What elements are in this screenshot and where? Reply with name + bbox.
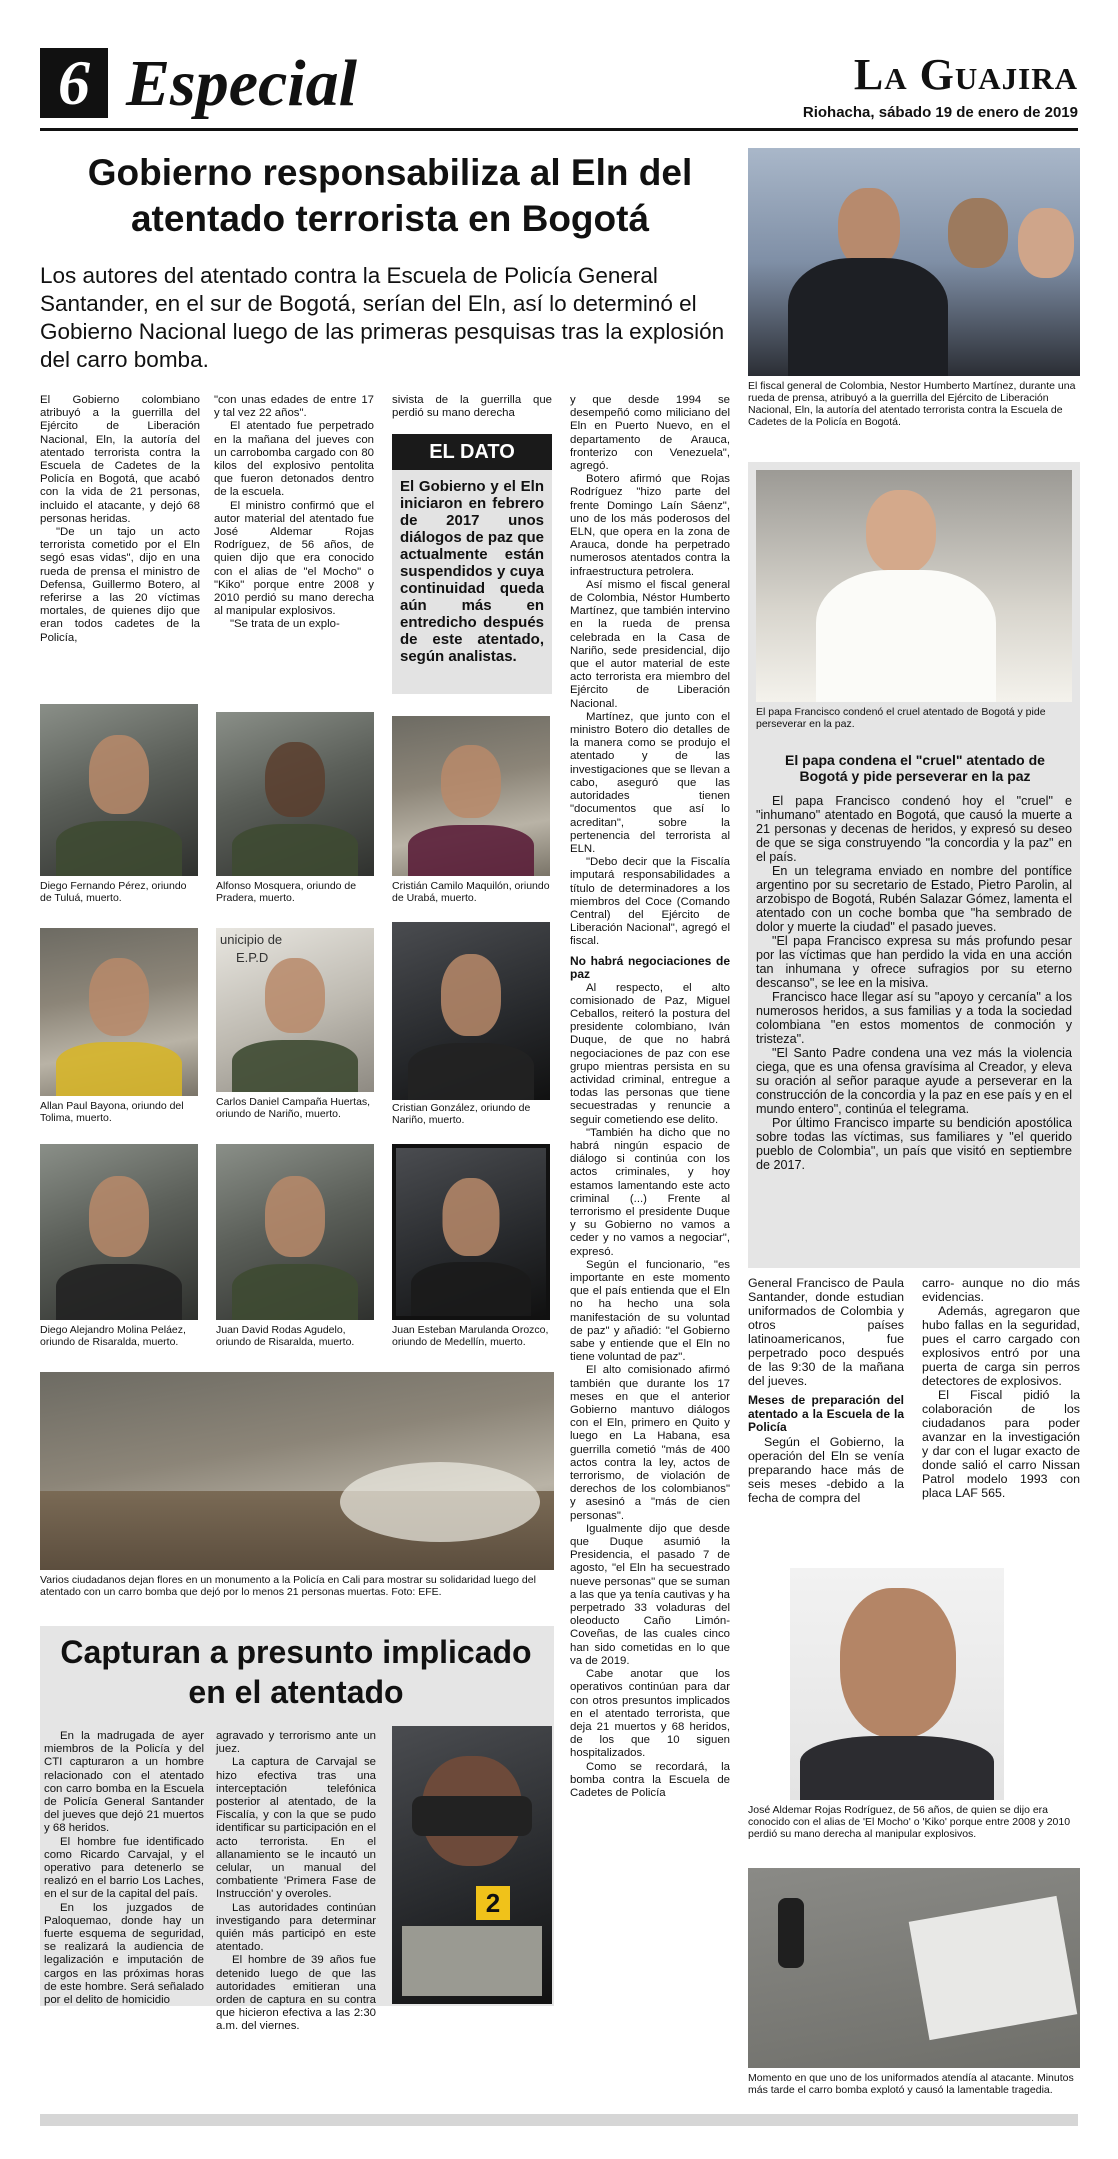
body-paragraph: Igualmente dijo que desde que Duque asumió la Presidencia, el pasado 7 de agosto, "el Eln ha secuestrado nueve personas" que se suman a las que ya tenía cautivas y ha perpetrado 33 voladuras del oleoducto Caño Limón-Coveñas, de las cuales cinco han sido cometidas en lo que va de 2019.: [570, 1522, 730, 1667]
body-paragraph: y que desde 1994 se desempeñó como miliciano del Eln en Puerto Nuevo, en el departamento de Arauca, fronterizo con Venezuela", agregó.: [570, 394, 730, 473]
body-paragraph: El atentado fue perpetrado en la mañana del jueves con un carrobomba cargado con 80 kilos del explosivo pentolita que fueron detonados dentro de la escuela.: [214, 420, 374, 499]
victim-photo: [392, 716, 550, 876]
body-paragraph: General Francisco de Paula Santander, donde estudian uniformados de Colombia y otros países latinoamericanos, fue perpetrado poco después de las 9:30 de la mañana del jueves.: [748, 1276, 904, 1388]
page-number: 6: [58, 47, 90, 118]
victim-photo: [40, 704, 198, 876]
body-paragraph: "El Santo Padre condena una vez más la violencia ciega, que es una ofensa gravísima al Creador, y eleva su oración al señor paraque ayude a perseverar en la construcción de la concordia y la paz en ese país y en el mundo entero", continúa el telegrama.: [756, 1046, 1072, 1116]
body-paragraph: La captura de Carvajal se hizo efectiva tras una interceptación telefónica posterior al atentado, de la Fiscalía, y con la que se pudo identificar su participación en el acto terrorista. En el allanamiento se le incautó un celular, un manual del combatiente 'Primera Fase de Instrucción' y overoles.: [216, 1756, 376, 1901]
body-paragraph: Cabe anotar que los operativos continúan para dar con otros presuntos implicados en el atentado terrorista, que deja 21 muertos y 68 heridos, de los que 10 siguen hospitalizados.: [570, 1668, 730, 1760]
victim-photo: [216, 928, 374, 1092]
body-paragraph: "También ha dicho que no habrá ningún espacio de diálogo si continúa con los actos criminales, y hoy estamos lamentando este acto criminal (...) Frente al terrorismo el presidente Duque y su Gobierno no vamos a ceder y no vamos a negociar", expresó.: [570, 1126, 730, 1258]
subhead-negociaciones: No habrá negociaciones de paz: [570, 953, 730, 982]
victim-caption: Carlos Daniel Campaña Huertas, oriundo de Nariño, muerto.: [216, 1096, 371, 1120]
momento-photo: [748, 1868, 1080, 2068]
momento-caption: Momento en que uno de los uniformados atendía al atacante. Minutos más tarde el carro bomba explotó y causó la lamentable tragedia.: [748, 2072, 1074, 2096]
captura-col-2: [216, 1730, 376, 2034]
body-paragraph: carro- aunque no dio más evidencias.: [922, 1276, 1080, 1304]
rojas-photo: [790, 1568, 1004, 1800]
body-paragraph: "Debo decir que la Fiscalía imputará responsabilidades a título de determinadores a los miembros del Coce (Comando Central) del Ejército de Liberación Nacional", agregó el fiscal.: [570, 856, 730, 948]
body-paragraph: "El papa Francisco expresa su más profundo pesar por las víctimas que han perdido la vida en una acción tan inhumana y ofrece sufragios por su eterno descanso", se lee en la misiva.: [756, 934, 1072, 990]
victim-photo: [40, 928, 198, 1096]
main-col-1: [40, 394, 200, 645]
main-col-4: [570, 394, 730, 1800]
crowd-photo: [40, 1372, 554, 1570]
body-paragraph: Por último Francisco imparte su bendición apostólica sobre todas las víctimas, sus familiares y "el querido pueblo de Colombia", un país que visitó en septiembre de 2017.: [756, 1116, 1072, 1172]
paper-name: La Guajira: [853, 50, 1078, 99]
el-dato-box: [392, 434, 552, 694]
rojas-caption: José Aldemar Rojas Rodríguez, de 56 años, de quien se dijo era conocido con el alias de 'El Mocho' o 'Kiko' porque entre 2008 y 2010 perdió su mano derecha al manipular explosivos.: [748, 1804, 1071, 1840]
body-paragraph: Francisco hace llegar así su "apoyo y cercanía" a los numerosos heridos, a sus familias y a toda la sociedad colombiana "en estos momentos de conmoción y tristeza".: [756, 990, 1072, 1046]
evidence-marker: 2: [476, 1886, 510, 1920]
captura-headline: Capturan a presunto implicado en el atentado: [60, 1634, 532, 1710]
victim-caption: Allan Paul Bayona, oriundo del Tolima, muerto.: [40, 1100, 184, 1124]
body-paragraph: El ministro confirmó que el autor material del atentado fue José Aldemar Rojas Rodríguez, de 56 años, de quien dijo que era conocido con el alias de "el Mocho" o "Kiko" porque entre 2008 y 2010 perdió su mano derecha al manipular explosivos.: [214, 499, 374, 618]
subhead-meses: Meses de preparación del atentado a la Escuela de la Policía: [748, 1393, 904, 1434]
captura-photo: [392, 1726, 552, 2004]
body-paragraph: Según el Gobierno, la operación del Eln se venía preparando hace más de seis meses -debido a la fecha de compra del: [748, 1434, 904, 1505]
victim-photo: [392, 922, 550, 1100]
victim-caption: Juan Esteban Marulanda Orozco, oriundo de Medellín, muerto.: [392, 1324, 549, 1348]
section-title: Especial: [126, 47, 357, 120]
body-paragraph: El alto comisionado afirmó también que durante los 17 meses en que el anterior Gobierno mantuvo diálogos con el Eln, primero en Quito y luego en La Habana, esa guerrilla cometió "más de 400 actos contra la ley, actos de terrorismo, de violación de derechos de los colombianos" y asesinó a "más de cien personas".: [570, 1364, 730, 1522]
el-dato-title: EL DATO: [392, 434, 552, 470]
sign-text: E.P.D: [236, 950, 269, 965]
papa-headline: El papa condena el "cruel" atentado de Bogotá y pide perseverar en la paz: [785, 752, 1045, 784]
body-paragraph: "Se trata de un explo-: [230, 618, 340, 631]
body-paragraph: Martínez, que junto con el ministro Botero dio detalles de la manera como se produjo el atentado y de las investigaciones que se llevan a cabo, aseguró que las autoridades tienen "documentos que así lo acreditan", sobre la pertenencia del terrorista al ELN.: [570, 710, 730, 855]
victim-photo: [216, 1144, 374, 1320]
sign-text: unicipio de: [220, 932, 283, 947]
victim-caption: Cristian González, oriundo de Nariño, muerto.: [392, 1102, 531, 1126]
body-paragraph: El Fiscal pidió la colaboración de los ciudadanos para poder avanzar en la investigación y dar con el lugar exacto de donde salió el carro Nissan Patrol modelo 1993 con placa LAF 565.: [922, 1388, 1080, 1500]
body-paragraph: sivista de la guerrilla que perdió su mano derecha: [392, 394, 552, 420]
main-col-3-top: [392, 394, 552, 420]
body-paragraph: agravado y terrorismo ante un juez.: [216, 1730, 376, 1756]
victim-caption: Diego Alejandro Molina Peláez, oriundo de Risaralda, muerto.: [40, 1324, 186, 1348]
papa-body: [756, 794, 1072, 1172]
page-number-box: [40, 48, 108, 118]
victim-caption: Diego Fernando Pérez, oriundo de Tuluá, muerto.: [40, 880, 187, 904]
victim-caption: Juan David Rodas Agudelo, oriundo de Risaralda, muerto.: [216, 1324, 355, 1348]
body-paragraph: El hombre de 39 años fue detenido luego de que las autoridades emitieran una orden de captura en su contra que hicieron efectiva a las 2:30 a.m. del viernes.: [216, 1954, 376, 2033]
body-paragraph: Además, agregaron que hubo fallas en la seguridad, pues el carro cargado con explosivos entró por una puerta de carga sin perros detectores de explosivos.: [922, 1304, 1080, 1388]
victim-caption: Alfonso Mosquera, oriundo de Pradera, muerto.: [216, 880, 357, 904]
crowd-caption: Varios ciudadanos dejan flores en un monumento a la Policía en Cali para mostrar su solidaridad luego del atentado con un carro bomba que dejó por lo menos 21 personas muertas. Foto: EFE.: [40, 1574, 536, 1598]
body-paragraph: El papa Francisco condenó hoy el "cruel" e "inhumano" atentado en Bogotá, que causó la muerte a 21 personas y decenas de heridos, y expresó su deseo de que se siga construyendo "la concordia y la paz" en el país.: [756, 794, 1072, 864]
right-col-b: [922, 1276, 1080, 1500]
papa-caption: El papa Francisco condenó el cruel atentado de Bogotá y pide perseverar en la paz.: [756, 706, 1046, 730]
papa-photo: [756, 470, 1072, 702]
victim-caption: Cristián Camilo Maquilón, oriundo de Urabá, muerto.: [392, 880, 550, 904]
body-paragraph: Al respecto, el alto comisionado de Paz, Miguel Ceballos, reiteró la postura del presidente colombiano, Iván Duque, de que no habrá negociaciones de paz con ese grupo mientras persista en su actividad criminal, entregue a todas las personas que tiene secuestradas y renuncie a seguir cometiendo ese delito.: [570, 981, 730, 1126]
body-paragraph: Botero afirmó que Rojas Rodríguez "hizo parte del frente Domingo Laín Sáenz", uno de los más poderosos del ELN, que opera en la zona de Arauca, donde ha perpetrado numerosos atentados contra la infraestructura petrolera.: [570, 473, 730, 578]
body-paragraph: "con unas edades de entre 17 y tal vez 22 años".: [214, 394, 374, 420]
right-col-a: [748, 1276, 904, 1505]
body-paragraph: Las autoridades continúan investigando para determinar quién más participó en este atentado.: [216, 1901, 376, 1954]
masthead-rule: [40, 128, 1078, 131]
body-paragraph: Como se recordará, la bomba contra la Escuela de Cadetes de Policía: [570, 1760, 730, 1799]
dateline: Riohacha, sábado 19 de enero de 2019: [802, 104, 1078, 121]
footer-bar: [40, 2114, 1078, 2126]
el-dato-text: El Gobierno y el Eln iniciaron en febrero de 2017 unos diálogos de paz que actualmente están suspendidos y cuya continuidad queda aún más en entredicho después de este atentado, según analistas.: [400, 478, 544, 665]
fiscal-caption: El fiscal general de Colombia, Nestor Humberto Martínez, durante una rueda de prensa, atribuyó a la guerrilla del Ejército de Liberación Nacional, Eln, la autoría del atentado terrorista contra la Escuela de Cadetes de la Policía en Bogotá.: [748, 380, 1076, 428]
main-lead: Los autores del atentado contra la Escuela de Policía General Santander, en el sur de Bogotá, serían del Eln, así lo determinó el Gobierno Nacional luego de las primeras pesquisas tras la explosión del carro bomba.: [40, 263, 725, 372]
main-headline: Gobierno responsabiliza al Eln del atentado terrorista en Bogotá: [87, 152, 693, 239]
body-paragraph: En la madrugada de ayer miembros de la Policía y del CTI capturaron a un hombre relacionado con el atentado con carro bomba en la Escuela de Policía General Santander del jueves que dejó 21 muertos y 68 heridos.: [44, 1730, 204, 1835]
victim-photo: [40, 1144, 198, 1320]
body-paragraph: En los juzgados de Paloquemao, donde hay un fuerte esquema de seguridad, se realizará la audiencia de legalización e imputación de cargos en las próximas horas de este hombre. Será señalado por el delito de homicidio: [44, 1901, 204, 2007]
body-paragraph: El Gobierno colombiano atribuyó a la guerrilla del Ejército de Liberación Nacional, Eln, la autoría del atentado terrorista contra la Escuela de Cadetes de la Policía en Bogotá, que acabó con la vida de 21 personas, incluido el atacante, y dejó 68 personas heridas.: [40, 394, 200, 525]
body-paragraph: Así mismo el fiscal general de Colombia, Néstor Humberto Martínez, que también intervino en la rueda de prensa celebrada en la Casa de Nariño, sede presidencial, dijo que el autor material de este acto terrorista era miembro del Ejército de Liberación Nacional.: [570, 578, 730, 710]
victim-photo: [216, 712, 374, 876]
main-col-2: [214, 394, 374, 632]
captura-col-1: [44, 1730, 204, 2007]
body-paragraph: El hombre fue identificado como Ricardo Carvajal, y el operativo para detenerlo se realizó en el barrio Los Laches, en el sur de la capital del país.: [44, 1835, 204, 1901]
fiscal-photo: [748, 148, 1080, 376]
victim-photo: [392, 1144, 550, 1320]
body-paragraph: Según el funcionario, "es importante en este momento que el país entienda que el Eln no ha hecho una sola manifestación de su voluntad de paz" y añadió: "el Gobierno sabe y entiende que el Eln no tiene voluntad de paz".: [570, 1258, 730, 1364]
body-paragraph: "De un tajo un acto terrorista cometido por el Eln segó esas vidas", dijo en una rueda de prensa el ministro de Defensa, Guillermo Botero, al referirse a las 20 víctimas mortales, de quienes dijo que eran todos cadetes de la Policía,: [40, 526, 200, 644]
body-paragraph: En un telegrama enviado en nombre del pontífice argentino por su secretario de Estado, Pietro Parolin, al arzobispo de Bogotá, Rubén Salazar Gómez, lamenta el atentado con un coche bomba que "ha sembrado de dolor y muerte la ciudad" el pasado jueves.: [756, 864, 1072, 934]
